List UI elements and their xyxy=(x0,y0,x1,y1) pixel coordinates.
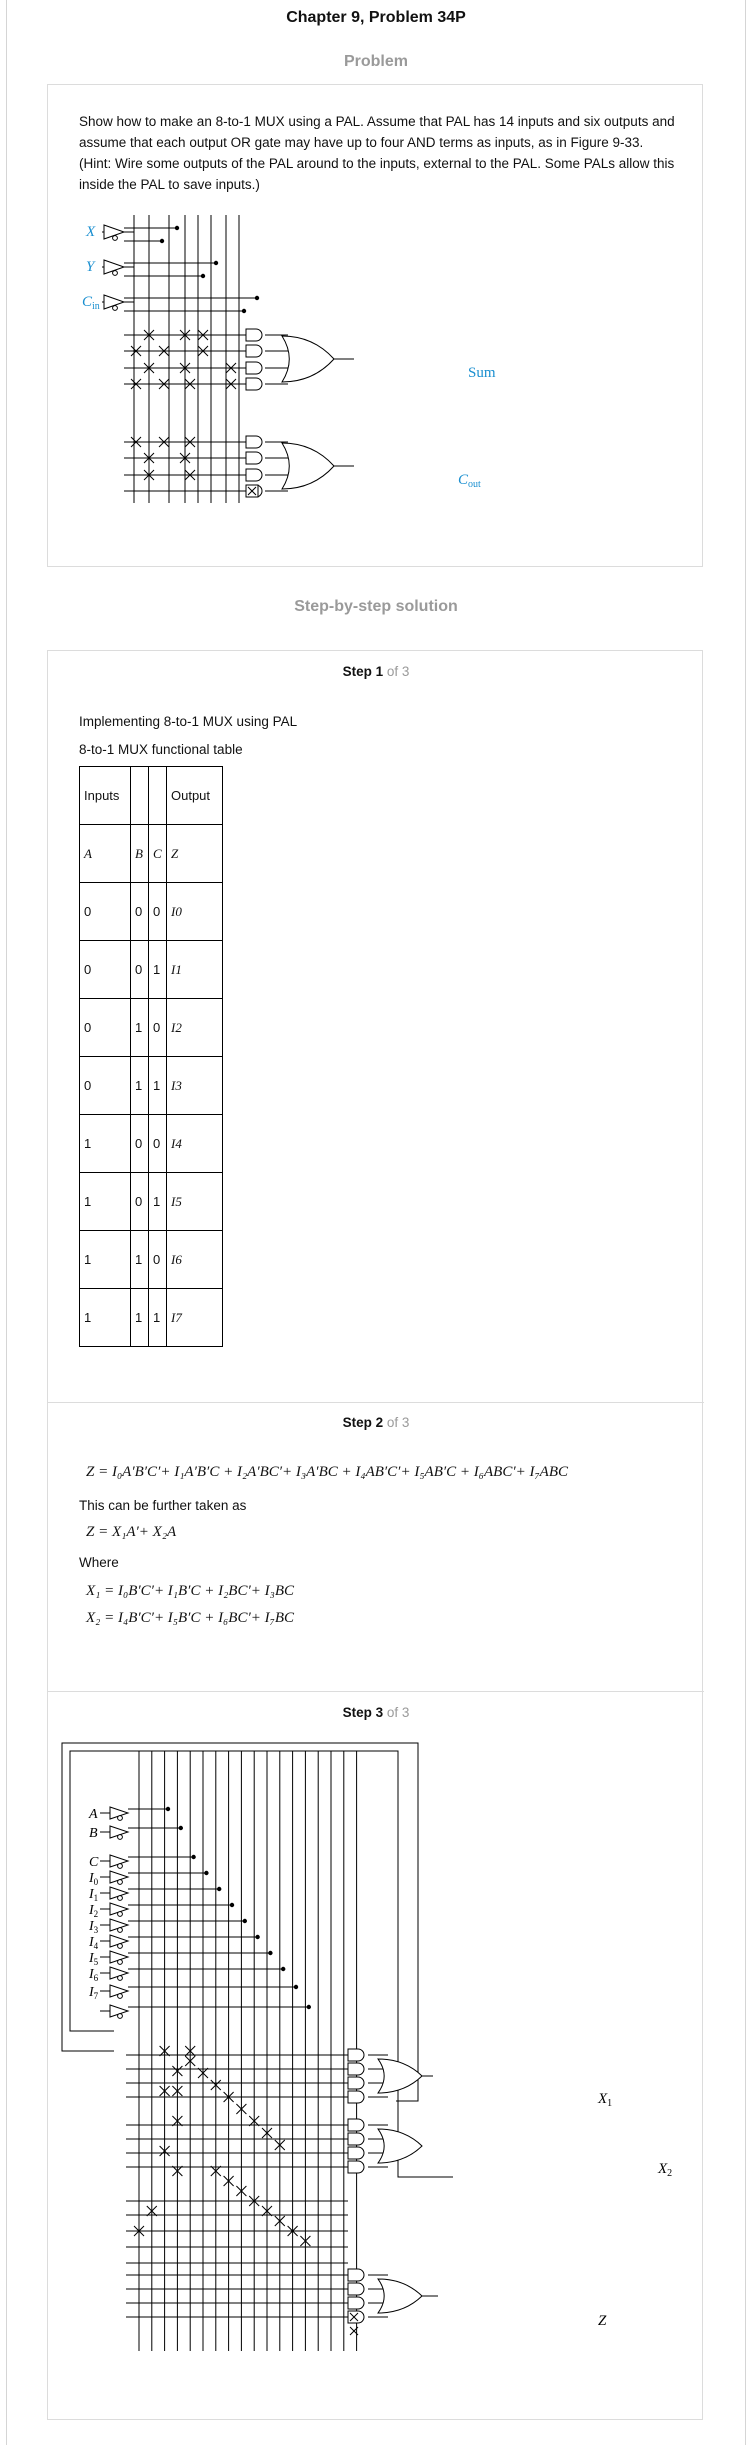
or-gate xyxy=(378,2279,422,2313)
solution-card xyxy=(47,650,703,2420)
x1-sub: 1 xyxy=(607,2098,613,2109)
and-gate xyxy=(348,2119,364,2131)
table-cell: 1 xyxy=(80,1231,131,1289)
input-sub: 5 xyxy=(93,1957,99,1967)
and-gate xyxy=(348,2091,364,2103)
problem-text: Show how to make an 8-to-1 MUX using a PAL. Assume that PAL has 14 inputs and six outputs and assume that each output OR gate may have up to four AND terms as inputs, as in Figure 9-33. (Hint: Wire some outputs of the PAL around to the inputs, external to the PAL. Some PALs allow this inside the PAL to save inputs.) xyxy=(79,114,675,192)
table-cell: 1 xyxy=(149,941,167,999)
input-y-label: Y xyxy=(86,259,95,275)
var-c: C xyxy=(149,825,167,883)
table-cell: 0 xyxy=(80,1057,131,1115)
table-cell: 0 xyxy=(131,941,149,999)
table-cell: 1 xyxy=(131,1231,149,1289)
and-gate xyxy=(246,345,262,357)
junction-dot xyxy=(255,1935,259,1939)
table-output-cell: I4 xyxy=(167,1115,223,1173)
step2-label: Step 2 xyxy=(342,1415,384,1430)
input-letter: I xyxy=(89,1887,94,1902)
and-gate xyxy=(348,2063,364,2075)
inverter-bubble xyxy=(118,1896,123,1901)
junction-dot xyxy=(255,296,259,300)
output-sum-label: Sum xyxy=(468,365,496,381)
inverter-bubble xyxy=(118,1976,123,1981)
output-x1-label xyxy=(597,2091,612,2109)
output-cout-label xyxy=(458,472,481,490)
cout-sub: out xyxy=(468,479,481,490)
problem-heading: Problem xyxy=(343,53,408,70)
table-cell: 1 xyxy=(149,1173,167,1231)
and-gate xyxy=(348,2269,364,2281)
table-cell: 0 xyxy=(80,999,131,1057)
and-gate xyxy=(348,2161,364,2173)
input-letter: I xyxy=(89,1919,94,1934)
step2-text1: This can be further taken as xyxy=(79,1498,247,1513)
step1-intro: Implementing 8-to-1 MUX using PAL xyxy=(79,714,298,729)
output-x2-label xyxy=(657,2161,672,2179)
junction-dot xyxy=(201,274,205,278)
table-output-cell: I5 xyxy=(167,1173,223,1231)
and-gate xyxy=(246,436,262,448)
input-sub: 3 xyxy=(93,1925,99,1935)
input-sub: 6 xyxy=(93,1973,99,1983)
junction-dot xyxy=(281,1967,285,1971)
step2-of: of 3 xyxy=(386,1415,410,1430)
inverter-bubble xyxy=(118,1960,123,1965)
input-cin-label xyxy=(82,294,100,312)
input-letter: I xyxy=(89,1985,94,2000)
input-label xyxy=(88,1887,98,1903)
equation-z-short: Z = X₁A′+ X₂A xyxy=(86,1524,177,1540)
table-cell: 1 xyxy=(80,1173,131,1231)
input-label xyxy=(88,1985,99,2001)
inverter-bubble xyxy=(118,1928,123,1933)
junction-dot xyxy=(230,1903,234,1907)
cout-letter: C xyxy=(458,472,469,488)
and-gate xyxy=(246,329,262,341)
x1-letter: X xyxy=(598,2091,608,2107)
step1-label: Step 1 xyxy=(342,664,384,679)
var-b: B xyxy=(131,825,149,883)
input-letter: I xyxy=(89,1967,94,1982)
table-cell: 1 xyxy=(131,1289,149,1347)
and-gate xyxy=(348,2077,364,2089)
table-cell: 0 xyxy=(149,883,167,941)
table-cell: 0 xyxy=(149,999,167,1057)
input-sub: 0 xyxy=(93,1877,99,1887)
table-cell: 1 xyxy=(149,1289,167,1347)
and-gate xyxy=(348,2283,364,2295)
page-title: Chapter 9, Problem 34P xyxy=(286,9,466,26)
junction-dot xyxy=(160,239,164,243)
x2-letter: X xyxy=(658,2161,668,2177)
equation-z-full: Z = I₀A′B′C′+ I₁A′B′C + I₂A′BC′+ I₃A′BC + I₄AB′C′+ I₅AB′C + I₆ABC′+ I₇ABC xyxy=(86,1464,569,1480)
junction-dot xyxy=(166,1807,170,1811)
table-cell: 1 xyxy=(80,1289,131,1347)
junction-dot xyxy=(243,1919,247,1923)
pal-mux-figure xyxy=(48,651,704,2421)
junction-dot xyxy=(204,1871,208,1875)
and-gate xyxy=(246,378,262,390)
input-label xyxy=(89,1826,98,1841)
junction-dot xyxy=(214,261,218,265)
table-caption: 8-to-1 MUX functional table xyxy=(79,742,243,757)
table-output-cell: I1 xyxy=(167,941,223,999)
table-cell: 0 xyxy=(131,883,149,941)
and-gate xyxy=(348,2133,364,2145)
equation-x1: X₁ = I₀B′C′+ I₁B′C + I₂BC′+ I₃BC xyxy=(86,1583,295,1599)
header-output: Output xyxy=(167,767,223,825)
or-gate xyxy=(282,443,334,489)
input-label xyxy=(88,1807,98,1822)
table-cell: 0 xyxy=(149,1115,167,1173)
input-label xyxy=(89,1855,99,1870)
junction-dot xyxy=(217,1887,221,1891)
step1-of: of 3 xyxy=(386,664,410,679)
table-cell: 0 xyxy=(149,1231,167,1289)
and-gate xyxy=(246,452,262,464)
var-a: A xyxy=(80,825,131,883)
input-label xyxy=(88,1871,99,1887)
table-output-cell: I6 xyxy=(167,1231,223,1289)
table-cell: 1 xyxy=(131,999,149,1057)
junction-dot xyxy=(242,309,246,313)
inverter-bubble xyxy=(118,2014,123,2019)
var-z: Z xyxy=(167,825,223,883)
inverter-bubble xyxy=(113,236,118,241)
and-gate xyxy=(348,2297,364,2309)
input-label xyxy=(88,1951,99,1967)
input-letter: A xyxy=(89,1807,98,1822)
input-letter: I xyxy=(89,1903,94,1918)
table-cell: 1 xyxy=(149,1057,167,1115)
inverter-bubble xyxy=(118,1994,123,1999)
inverter-bubble xyxy=(118,1864,123,1869)
table-cell: 0 xyxy=(131,1115,149,1173)
cin-sub: in xyxy=(92,301,100,312)
input-x-label: X xyxy=(86,224,96,240)
input-label xyxy=(88,1967,99,1983)
inverter-bubble xyxy=(113,306,118,311)
output-z-label: Z xyxy=(598,2313,607,2329)
inverter-bubble xyxy=(118,1880,123,1885)
junction-dot xyxy=(179,1826,183,1830)
junction-dot xyxy=(191,1855,195,1859)
inverter-bubble xyxy=(118,1912,123,1917)
junction-dot xyxy=(268,1951,272,1955)
pal-adder-figure xyxy=(48,85,704,568)
problem-card xyxy=(47,84,703,567)
table-cell: 0 xyxy=(80,941,131,999)
header-inputs: Inputs xyxy=(80,767,131,825)
input-letter: I xyxy=(89,1951,94,1966)
input-sub: 4 xyxy=(93,1941,99,1951)
input-sub: 2 xyxy=(93,1909,99,1919)
step3-label: Step 3 xyxy=(342,1705,384,1720)
and-gate xyxy=(246,469,262,481)
junction-dot xyxy=(294,1985,298,1989)
solution-heading: Step-by-step solution xyxy=(294,598,458,615)
input-sub: 1 xyxy=(93,1893,99,1903)
or-gate xyxy=(378,2059,422,2093)
inverter-bubble xyxy=(118,1835,123,1840)
inverter-bubble xyxy=(118,1944,123,1949)
cin-letter: C xyxy=(82,294,93,310)
input-label xyxy=(88,1919,99,1935)
table-output-cell: I3 xyxy=(167,1057,223,1115)
and-gate xyxy=(348,2049,364,2061)
table-cell: 0 xyxy=(80,883,131,941)
input-letter: I xyxy=(89,1871,94,1886)
step3-of: of 3 xyxy=(386,1705,410,1720)
junction-dot xyxy=(307,2005,311,2009)
table-cell: 1 xyxy=(131,1057,149,1115)
and-gate xyxy=(348,2147,364,2159)
table-cell: 1 xyxy=(80,1115,131,1173)
input-letter: I xyxy=(89,1935,94,1950)
input-label xyxy=(88,1935,99,1951)
inverter-bubble xyxy=(113,271,118,276)
input-letter: C xyxy=(89,1855,99,1870)
or-gate xyxy=(282,336,334,382)
step2-text2: Where xyxy=(79,1555,119,1570)
input-letter: B xyxy=(89,1826,98,1841)
and-gate xyxy=(246,362,262,374)
input-label xyxy=(88,1903,98,1919)
table-output-cell: I7 xyxy=(167,1289,223,1347)
x2-sub: 2 xyxy=(667,2168,673,2179)
input-sub: 7 xyxy=(93,1991,99,2001)
table-output-cell: I2 xyxy=(167,999,223,1057)
junction-dot xyxy=(175,226,179,230)
or-gate xyxy=(378,2129,422,2163)
equation-x2: X₂ = I₄B′C′+ I₅B′C + I₆BC′+ I₇BC xyxy=(86,1610,295,1626)
inverter-bubble xyxy=(118,1816,123,1821)
table-output-cell: I0 xyxy=(167,883,223,941)
table-cell: 0 xyxy=(131,1173,149,1231)
